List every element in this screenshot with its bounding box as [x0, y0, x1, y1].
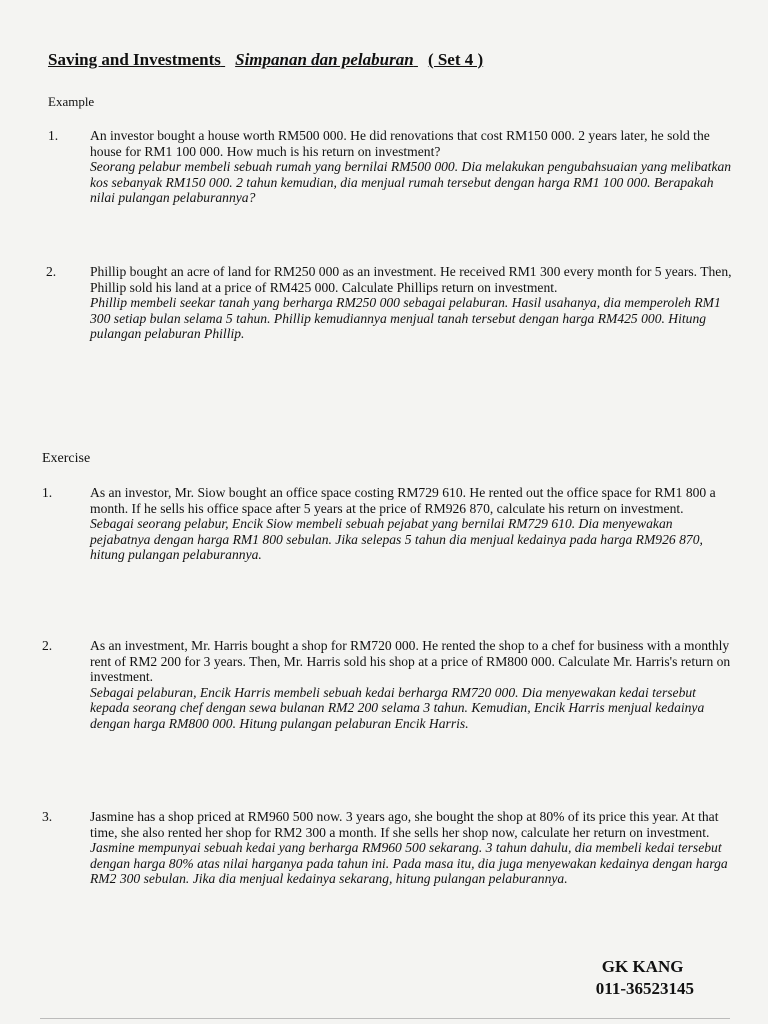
exercise-item-1	[42, 485, 732, 563]
item-number: 1.	[48, 128, 59, 143]
item-number: 3.	[42, 809, 53, 824]
example-item-2	[42, 264, 732, 342]
question-malay: Sebagai seorang pelabur, Encik Siow membeli sebuah pejabat yang bernilai RM729 610. Dia menyewakan pejabatnya dengan harga RM1 800 sebulan. Jika selepas 5 tahun dia menjual kedainya pada harga RM926 870, hitung pulangan pelaburannya.	[90, 516, 703, 562]
set-label: ( Set 4 )	[427, 50, 484, 69]
author-phone: 011-36523145	[595, 979, 694, 998]
exercise-heading: Exercise	[42, 451, 91, 466]
question-english: As an investment, Mr. Harris bought a shop for RM720 000. He rented the shop to a chef for business with a monthly rent of RM2 200 for 3 years. Then, Mr. Harris sold his shop at a price of RM800 000. Calculate Mr. Harris's return on investment.	[90, 638, 731, 684]
item-number: 2.	[42, 638, 53, 653]
example-item-1	[42, 128, 732, 206]
page-title	[48, 50, 483, 70]
question-english: An investor bought a house worth RM500 000. He did renovations that cost RM150 000. 2 years later, he sold the house for RM1 100 000. How much is his return on investment?	[90, 128, 710, 159]
question-english: As an investor, Mr. Siow bought an office space costing RM729 610. He rented out the office space for RM1 800 a month. If he sells his office space after 5 years at the price of RM926 870, calculate his return on investment.	[90, 485, 716, 516]
item-number: 1.	[42, 485, 53, 500]
question-english: Jasmine has a shop priced at RM960 500 now. 3 years ago, she bought the shop at 80% of its price this year. At that time, she also rented her shop for RM2 300 a month. If she sells her shop now, calculate her return on investment.	[90, 809, 719, 840]
exercise-item-2	[42, 638, 732, 731]
question-english: Phillip bought an acre of land for RM250 000 as an investment. He received RM1 300 every month for 5 years. Then, Phillip sold his land at a price of RM425 000. Calculate Phillips return on investment.	[90, 264, 732, 295]
exercise-item-3	[42, 809, 732, 887]
title-malay: Simpanan dan pelaburan	[235, 50, 414, 69]
title-english: Saving and Investments	[48, 50, 221, 69]
author-contact	[596, 956, 694, 1000]
item-number: 2.	[46, 264, 57, 279]
question-malay: Seorang pelabur membeli sebuah rumah yang bernilai RM500 000. Dia melakukan pengubahsuaian yang melibatkan kos sebanyak RM150 000. 2 tahun kemudian, dia menjual rumah tersebut dengan harga RM1 100 000. Berapakah nilai pulangan pelaburannya?	[90, 159, 732, 205]
example-heading: Example	[48, 94, 95, 109]
question-malay: Jasmine mempunyai sebuah kedai yang berharga RM960 500 sekarang. 3 tahun dahulu, dia membeli kedai tersebut dengan harga 80% atas nilai harganya pada tahun ini. Pada masa itu, dia juga menyewakan kedainya dengan harga RM2 300 sebulan. Jika dia menjual kedainya sekarang, hitung pulangan pelaburannya.	[90, 840, 728, 886]
page-bottom-edge	[40, 1018, 730, 1019]
author-name: GK KANG	[601, 957, 684, 976]
question-malay: Phillip membeli seekar tanah yang berharga RM250 000 sebagai pelaburan. Hasil usahanya, dia memperoleh RM1 300 setiap bulan selama 5 tahun. Phillip kemudiannya menjual tanah tersebut dengan harga RM425 000. Hitung pulangan pelaburan Phillip.	[90, 295, 721, 341]
question-malay: Sebagai pelaburan, Encik Harris membeli sebuah kedai berharga RM720 000. Dia menyewakan kedai tersebut kepada seorang chef dengan sewa bulanan RM2 200 selama 3 tahun. Kemudian, Encik Harris menjual kedainya dengan harga RM800 000. Hitung pulangan pelaburan Encik Harris.	[90, 684, 705, 731]
